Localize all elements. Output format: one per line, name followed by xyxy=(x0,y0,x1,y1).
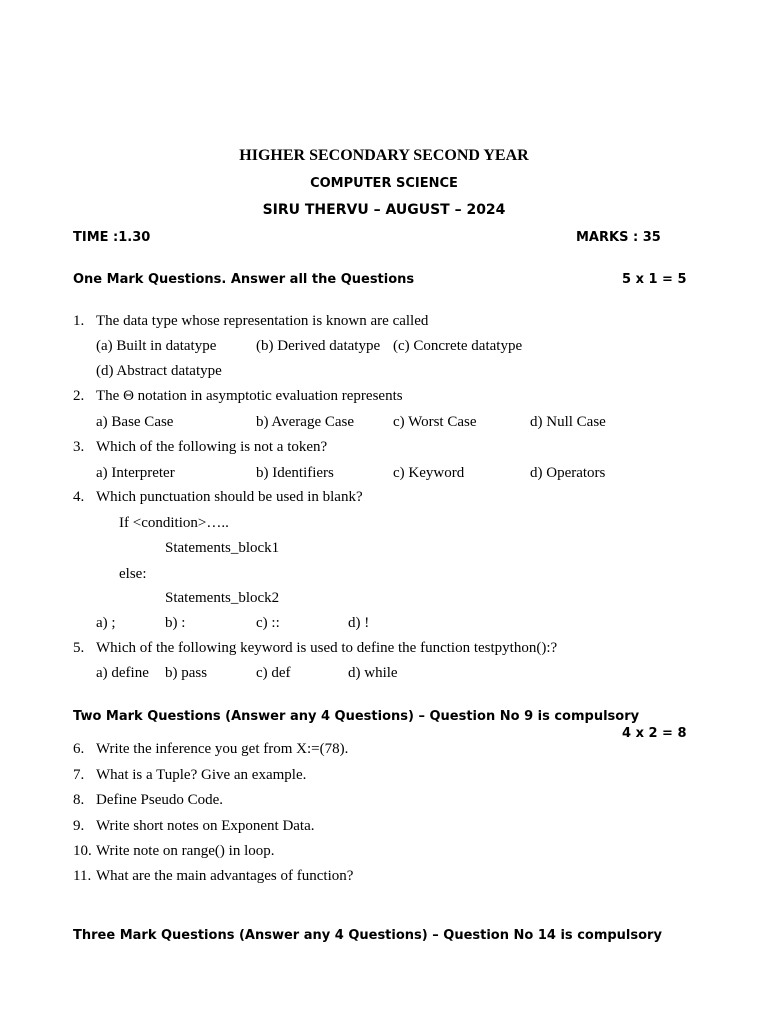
question-text: Define Pseudo Code. xyxy=(96,792,224,808)
question-text: The data type whose representation is known are called xyxy=(96,313,429,329)
option: c) def xyxy=(256,665,291,681)
question-number: 6. xyxy=(73,741,85,757)
question-text: Which of the following keyword is used to define the function testpython():? xyxy=(96,640,558,656)
section-two-score: 4 x 2 = 8 xyxy=(622,726,687,741)
time-label: TIME :1.30 xyxy=(73,230,151,245)
option: d) ! xyxy=(348,615,370,631)
option: (d) Abstract datatype xyxy=(96,363,222,379)
option: a) Interpreter xyxy=(96,465,175,481)
option: (c) Concrete datatype xyxy=(393,338,523,354)
question-text: Write note on range() in loop. xyxy=(96,843,275,859)
code-line: If <condition>….. xyxy=(119,515,229,531)
subject-heading: COMPUTER SCIENCE xyxy=(310,176,458,191)
section-one-title: One Mark Questions. Answer all the Questions xyxy=(73,272,415,287)
question-text: Write the inference you get from X:=(78). xyxy=(96,741,349,757)
option: b) pass xyxy=(165,665,208,681)
code-line: else: xyxy=(119,566,147,582)
question-number: 1. xyxy=(73,313,85,329)
question-number: 8. xyxy=(73,792,85,808)
question-text: Which punctuation should be used in blank? xyxy=(96,489,363,505)
option: d) Null Case xyxy=(530,414,606,430)
option: b) Average Case xyxy=(256,414,355,430)
option: c) :: xyxy=(256,615,280,631)
question-text: Which of the following is not a token? xyxy=(96,439,328,455)
question-number: 4. xyxy=(73,489,85,505)
option: d) Operators xyxy=(530,465,606,481)
question-text: The Θ notation in asymptotic evaluation represents xyxy=(96,388,403,404)
section-two-title: Two Mark Questions (Answer any 4 Questions) – Question No 9 is compulsory xyxy=(73,709,640,724)
question-number: 9. xyxy=(73,818,85,834)
option: a) ; xyxy=(96,615,116,631)
option: b) Identifiers xyxy=(256,465,334,481)
option: a) Base Case xyxy=(96,414,174,430)
question-text: What are the main advantages of function? xyxy=(96,868,354,884)
option: d) while xyxy=(348,665,398,681)
exam-level-heading: HIGHER SECONDARY SECOND YEAR xyxy=(239,147,529,164)
exam-title-heading: SIRU THERVU – AUGUST – 2024 xyxy=(262,202,506,218)
option: (a) Built in datatype xyxy=(96,338,217,354)
question-text: What is a Tuple? Give an example. xyxy=(96,767,307,783)
question-number: 2. xyxy=(73,388,85,404)
question-number: 5. xyxy=(73,640,85,656)
option: (b) Derived datatype xyxy=(256,338,381,354)
question-number: 10. xyxy=(73,843,92,859)
code-line: Statements_block1 xyxy=(165,540,280,556)
code-line: Statements_block2 xyxy=(165,590,280,606)
question-text: Write short notes on Exponent Data. xyxy=(96,818,315,834)
question-number: 7. xyxy=(73,767,85,783)
question-number: 3. xyxy=(73,439,85,455)
option: b) : xyxy=(165,615,186,631)
option: a) define xyxy=(96,665,149,681)
marks-label: MARKS : 35 xyxy=(576,230,661,245)
option: c) Keyword xyxy=(393,465,465,481)
section-three-title: Three Mark Questions (Answer any 4 Questions) – Question No 14 is compulsory xyxy=(73,928,662,943)
question-number: 11. xyxy=(73,868,92,884)
section-one-score: 5 x 1 = 5 xyxy=(622,272,687,287)
option: c) Worst Case xyxy=(393,414,477,430)
